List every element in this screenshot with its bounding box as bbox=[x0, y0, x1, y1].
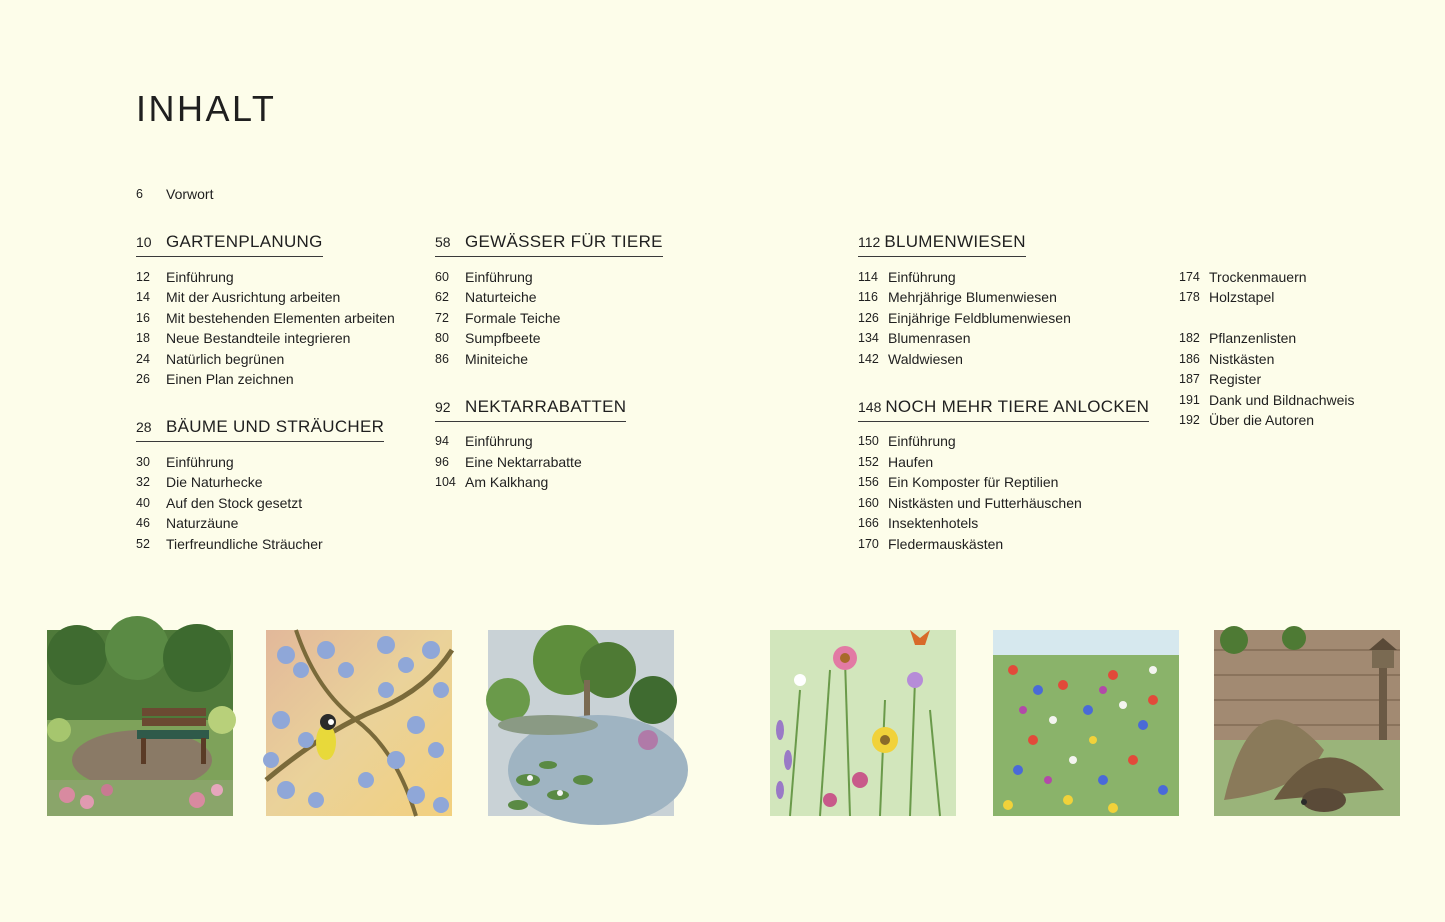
section-heading-blumenwiesen[interactable] bbox=[858, 230, 1026, 257]
page-number: 152 bbox=[858, 455, 879, 469]
page-number: 114 bbox=[858, 270, 878, 284]
page-number: 14 bbox=[136, 290, 150, 304]
entry-label: Trockenmauern bbox=[1209, 269, 1307, 285]
page-number: 174 bbox=[1179, 270, 1200, 284]
entry-label: Einführung bbox=[465, 269, 533, 285]
section-heading-gartenplanung[interactable] bbox=[136, 230, 323, 257]
page-number: 16 bbox=[136, 311, 150, 325]
section-page-number: 58 bbox=[435, 234, 451, 250]
page-number: 12 bbox=[136, 270, 150, 284]
entry-label: Mit der Ausrichtung arbeiten bbox=[166, 289, 341, 305]
entry-label: Einführung bbox=[166, 454, 234, 470]
entry-label: Haufen bbox=[888, 454, 934, 470]
entry-label: Einen Plan zeichnen bbox=[166, 371, 294, 387]
entry-label: Neue Bestandteile integrieren bbox=[166, 330, 351, 346]
entry-label: Einjährige Feldblumenwiesen bbox=[888, 310, 1071, 326]
section-heading-tiere-anlocken[interactable] bbox=[858, 395, 1149, 422]
entry-label: Nistkästen bbox=[1209, 351, 1275, 367]
section-heading-nektarrabatten[interactable] bbox=[435, 395, 626, 422]
page-number: 187 bbox=[1179, 372, 1200, 386]
page-number: 40 bbox=[136, 496, 150, 510]
entry-label: Ein Komposter für Reptilien bbox=[888, 474, 1059, 490]
entry-label: Nistkästen und Futterhäuschen bbox=[888, 495, 1082, 511]
section-page-number: 28 bbox=[136, 419, 152, 435]
page-number: 182 bbox=[1179, 331, 1200, 345]
section-heading-baeume[interactable] bbox=[136, 415, 384, 442]
nectar-border-illustration bbox=[770, 630, 956, 816]
section-page-number: 112 bbox=[858, 234, 881, 250]
page-number: 191 bbox=[1179, 393, 1200, 407]
entry-label: Am Kalkhang bbox=[465, 474, 549, 490]
section-title: NOCH MEHR TIERE ANLOCKEN bbox=[885, 397, 1150, 416]
page-number: 166 bbox=[858, 516, 879, 530]
entry-label: Formale Teiche bbox=[465, 310, 561, 326]
woodpile-hedgehog-illustration bbox=[1214, 630, 1400, 816]
page-number: 60 bbox=[435, 270, 449, 284]
entry-label: Natürlich begrünen bbox=[166, 351, 285, 367]
entry-label: Einführung bbox=[465, 433, 533, 449]
entry-label: Einführung bbox=[166, 269, 234, 285]
section-title: GARTENPLANUNG bbox=[166, 232, 323, 251]
section-title: BLUMENWIESEN bbox=[884, 232, 1026, 251]
page-number: 160 bbox=[858, 496, 879, 510]
page-number: 26 bbox=[136, 372, 150, 386]
page-number: 52 bbox=[136, 537, 150, 551]
entry-label: Register bbox=[1209, 371, 1262, 387]
entry-label: Mehrjährige Blumenwiesen bbox=[888, 289, 1057, 305]
entry-label: Insektenhotels bbox=[888, 515, 979, 531]
entry-label: Holzstapel bbox=[1209, 289, 1275, 305]
section-title: NEKTARRABATTEN bbox=[465, 397, 627, 416]
page-number: 72 bbox=[435, 311, 449, 325]
page-title: INHALT bbox=[136, 88, 277, 129]
page-number: 96 bbox=[435, 455, 449, 469]
entry-label: Die Naturhecke bbox=[166, 474, 263, 490]
entry-label: Naturteiche bbox=[465, 289, 537, 305]
page-number: 24 bbox=[136, 352, 150, 366]
page-number: 170 bbox=[858, 537, 879, 551]
entry-label: Naturzäune bbox=[166, 515, 239, 531]
page-number: 178 bbox=[1179, 290, 1200, 304]
page-number: 142 bbox=[858, 352, 879, 366]
entry-label: Eine Nektarrabatte bbox=[465, 454, 582, 470]
page-number: 30 bbox=[136, 455, 150, 469]
entry-label: Tierfreundliche Sträucher bbox=[166, 536, 323, 552]
page-number: 150 bbox=[858, 434, 879, 448]
entry-label: Miniteiche bbox=[465, 351, 529, 367]
entry-label: Waldwiesen bbox=[888, 351, 963, 367]
page-number: 80 bbox=[435, 331, 449, 345]
flower-meadow-illustration bbox=[993, 630, 1179, 816]
page-number: 46 bbox=[136, 516, 150, 530]
entry-label: Vorwort bbox=[166, 186, 214, 202]
entry-label: Blumenrasen bbox=[888, 330, 971, 346]
page-number: 192 bbox=[1179, 413, 1200, 427]
page-number: 62 bbox=[435, 290, 449, 304]
entry-label: Mit bestehenden Elementen arbeiten bbox=[166, 310, 395, 326]
entry-label: Einführung bbox=[888, 433, 956, 449]
page-number: 186 bbox=[1179, 352, 1200, 366]
page-number: 94 bbox=[435, 434, 449, 448]
entry-label: Sumpfbeete bbox=[465, 330, 541, 346]
entry-label: Dank und Bildnachweis bbox=[1209, 392, 1355, 408]
section-page-number: 10 bbox=[136, 234, 152, 250]
entry-label: Einführung bbox=[888, 269, 956, 285]
page-number: 104 bbox=[435, 475, 456, 489]
blueberry-bird-illustration bbox=[266, 630, 452, 816]
pond-illustration bbox=[488, 630, 674, 816]
section-title: GEWÄSSER FÜR TIERE bbox=[465, 232, 663, 251]
entry-label: Pflanzenlisten bbox=[1209, 330, 1297, 346]
page-number: 6 bbox=[136, 187, 143, 201]
page-number: 86 bbox=[435, 352, 449, 366]
page-number: 18 bbox=[136, 331, 150, 345]
page-number: 156 bbox=[858, 475, 879, 489]
section-page-number: 148 bbox=[858, 399, 882, 415]
page-number: 134 bbox=[858, 331, 879, 345]
entry-label: Fledermauskästen bbox=[888, 536, 1004, 552]
page-number: 126 bbox=[858, 311, 879, 325]
section-title: BÄUME UND STRÄUCHER bbox=[166, 417, 385, 436]
garden-bench-illustration bbox=[47, 630, 233, 816]
section-page-number: 92 bbox=[435, 399, 451, 415]
entry-label: Auf den Stock gesetzt bbox=[166, 495, 303, 511]
page-number: 32 bbox=[136, 475, 150, 489]
page-number: 116 bbox=[858, 290, 878, 304]
entry-label: Über die Autoren bbox=[1209, 412, 1315, 428]
section-heading-gewaesser[interactable] bbox=[435, 230, 663, 257]
